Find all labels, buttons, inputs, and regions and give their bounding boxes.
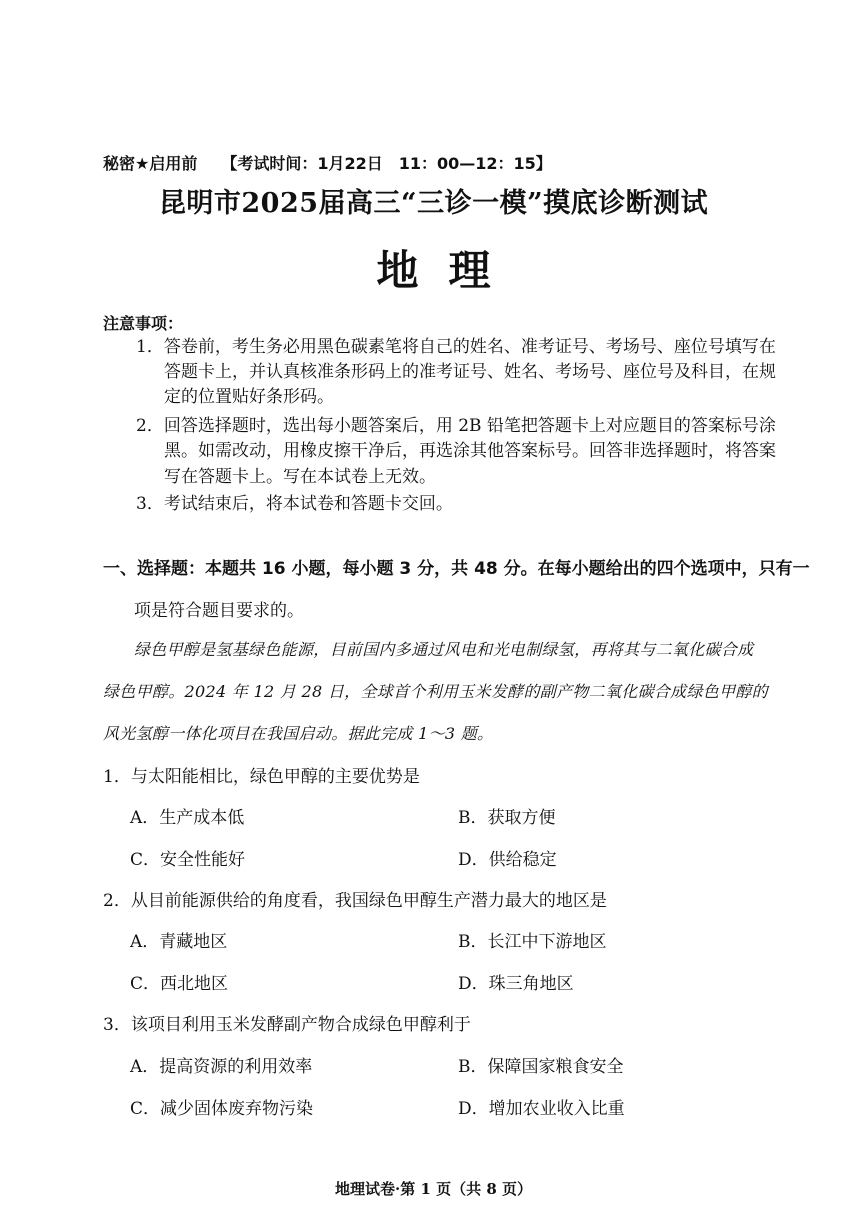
question-stem: 3．该项目利用玉米发酵副产物合成绿色甲醇利于 — [103, 1015, 471, 1035]
notice-line: 写在答题卡上。写在本试卷上无效。 — [164, 467, 436, 487]
option-b: B．保障国家粮食安全 — [458, 1057, 624, 1077]
page-footer: 地理试卷·第 1 页（共 8 页） — [335, 1180, 532, 1198]
option-c: C．安全性能好 — [130, 850, 246, 870]
option-d: D．增加农业收入比重 — [458, 1099, 625, 1119]
exam-title: 昆明市2025届高三“三诊一模”摸底诊断测试 — [158, 188, 709, 219]
question-stem: 1．与太阳能相比，绿色甲醇的主要优势是 — [103, 767, 420, 787]
option-a: A．提高资源的利用效率 — [130, 1057, 313, 1077]
notice-line: 黑。如需改动，用橡皮擦干净后，再选涂其他答案标号。回答非选择题时，将答案 — [164, 441, 776, 461]
question-stem: 2．从目前能源供给的角度看，我国绿色甲醇生产潜力最大的地区是 — [103, 891, 607, 911]
option-c: C．减少固体废弃物污染 — [130, 1099, 314, 1119]
notice-line: 定的位置贴好条形码。 — [164, 387, 334, 407]
notice-line: 3．考试结束后，将本试卷和答题卡交回。 — [136, 494, 453, 514]
section-heading-cont: 项是符合题目要求的。 — [134, 601, 304, 621]
option-c: C．西北地区 — [130, 974, 229, 994]
notice-line: 1．答卷前，考生务必用黑色碳素笔将自己的姓名、准考证号、考场号、座位号填写在 — [136, 337, 776, 357]
option-d: D．供给稳定 — [458, 850, 557, 870]
notice-heading: 注意事项： — [103, 314, 184, 333]
passage-line: 绿色甲醇。2024 年 12 月 28 日，全球首个利用玉米发酵的副产物二氧化碳合成绿色甲醇的 — [103, 682, 768, 701]
notice-line: 答题卡上，并认真核准条形码上的准考证号、姓名、考场号、座位号及科目，在规 — [164, 362, 776, 382]
section-heading: 一、选择题：本题共 16 小题，每小题 3 分，共 48 分。在每小题给出的四个选项中，只有一 — [103, 559, 810, 579]
option-d: D．珠三角地区 — [458, 974, 574, 994]
option-b: B．长江中下游地区 — [458, 932, 607, 952]
subject-title: 地理 — [376, 246, 521, 295]
option-a: A．青藏地区 — [130, 932, 228, 952]
passage-line: 绿色甲醇是氢基绿色能源，目前国内多通过风电和光电制绿氢，再将其与二氧化碳合成 — [134, 640, 754, 659]
confidential-header: 秘密★启用前 【考试时间：1月22日 11：00—12：15】 — [103, 154, 552, 173]
option-a: A．生产成本低 — [130, 808, 245, 828]
passage-line: 风光氢醇一体化项目在我国启动。据此完成 1～3 题。 — [103, 724, 494, 743]
notice-line: 2．回答选择题时，选出每小题答案后，用 2B 铅笔把答题卡上对应题目的答案标号涂 — [136, 416, 776, 436]
option-b: B．获取方便 — [458, 808, 556, 828]
